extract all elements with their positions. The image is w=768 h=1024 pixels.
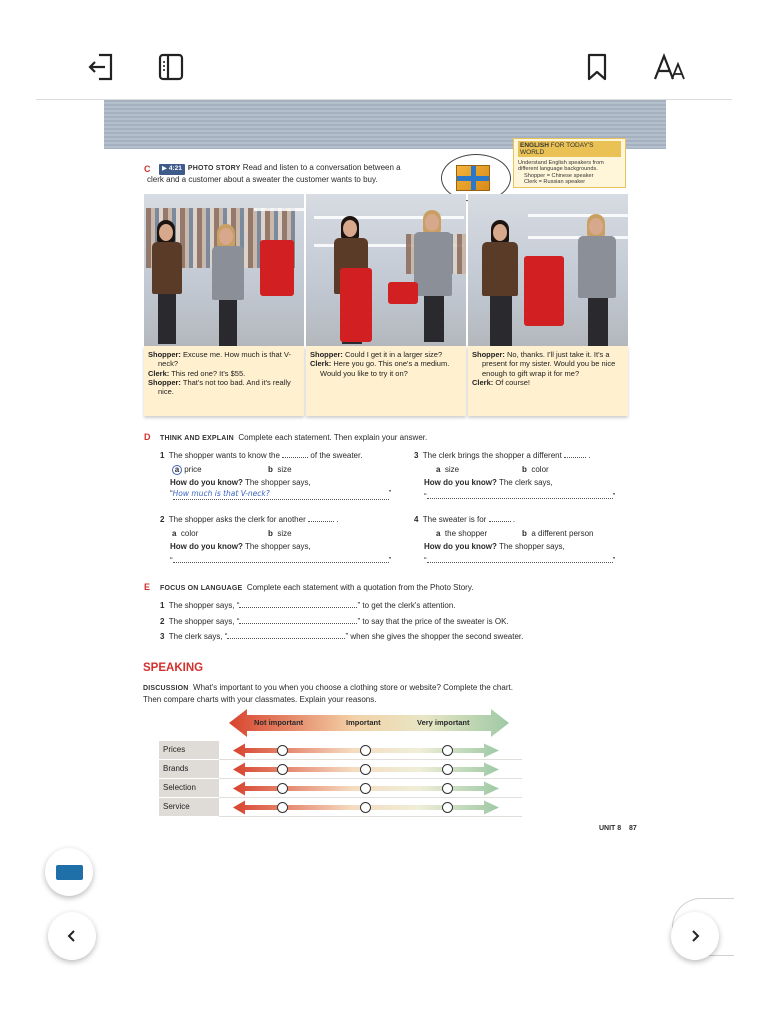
- photo-story-image-2: [306, 194, 466, 346]
- notes-tab-button[interactable]: [45, 848, 93, 896]
- rating-not-important-prices[interactable]: [277, 745, 288, 756]
- exercise-d-item-4: 4 The sweater is for . a the shopper b a different person How do you know? The shopper says, “ ”: [414, 515, 634, 566]
- exercise-c-letter: C: [144, 164, 151, 174]
- scale-label-not-important: Not important: [254, 718, 304, 727]
- answer-line-1[interactable]: “How much is that V-neck? ”: [160, 489, 400, 501]
- exercise-e-instruction: FOCUS ON LANGUAGE Complete each statement with a quotation from the Photo Story.: [160, 583, 474, 592]
- speaking-heading: SPEAKING: [143, 662, 204, 674]
- rating-not-important-brands[interactable]: [277, 764, 288, 775]
- answer-line-2[interactable]: “ ”: [170, 555, 392, 565]
- exercise-e-item-1[interactable]: 1 The shopper says, “ ” to get the clerk's attention.: [160, 601, 456, 610]
- efw-text: Understand English speakers from different language backgrounds. Shopper = Chinese speaker Clerk = Russian speaker: [518, 160, 604, 185]
- chart-row-service: [219, 798, 522, 817]
- importance-rating-chart: [159, 708, 527, 820]
- rating-important-prices[interactable]: [360, 745, 371, 756]
- answer-line-4[interactable]: “ ”: [424, 555, 616, 565]
- rating-very-important-prices[interactable]: [442, 745, 453, 756]
- rating-very-important-service[interactable]: [442, 802, 453, 813]
- caption-1: Shopper: Excuse me. How much is that V-neck? Clerk: This red one? It's $55. Shopper: That's not too bad. And it's really nice.: [144, 346, 304, 416]
- rating-very-important-selection[interactable]: [442, 783, 453, 794]
- audio-track-button[interactable]: ▶ 4:21: [159, 164, 185, 175]
- photo-story-image-3: [468, 194, 628, 346]
- chart-row-selection: [219, 779, 522, 798]
- english-for-todays-world-box: [513, 138, 626, 188]
- rating-very-important-brands[interactable]: [442, 764, 453, 775]
- speaking-instruction: DISCUSSION What's important to you when you choose a clothing store or website? Complete the chart. Then compare charts with your classmates. Explain your reasons.: [143, 683, 513, 704]
- row-label-selection: Selection: [159, 779, 219, 798]
- exercise-d-letter: D: [144, 432, 151, 442]
- exit-icon[interactable]: [84, 50, 118, 84]
- row-label-service: Service: [159, 798, 219, 817]
- scale-label-very-important: Very important: [417, 718, 470, 727]
- rating-not-important-service[interactable]: [277, 802, 288, 813]
- rating-important-service[interactable]: [360, 802, 371, 813]
- chart-row-labels: [159, 741, 219, 817]
- photo-story-captions: [144, 346, 628, 416]
- exercise-d-item-3: 3 The clerk brings the shopper a different . a size b color How do you know? The clerk says, “ ”: [414, 451, 634, 502]
- bookmark-icon[interactable]: [580, 50, 614, 84]
- exercise-e-item-2[interactable]: 2 The shopper says, “ ” to say that the price of the sweater is OK.: [160, 616, 509, 626]
- sidebar-icon[interactable]: [154, 50, 188, 84]
- photo-story-images: [144, 194, 628, 346]
- photo-story-image-1: [144, 194, 304, 346]
- chevron-left-icon: [64, 928, 80, 944]
- page-footer: UNIT 8 87: [599, 825, 637, 832]
- rating-not-important-selection[interactable]: [277, 783, 288, 794]
- rating-important-brands[interactable]: [360, 764, 371, 775]
- chart-row-brands: [219, 760, 522, 779]
- efw-heading: ENGLISH FOR TODAY'S WORLD: [518, 141, 621, 157]
- exercise-c-instruction: ▶ 4:21 PHOTO STORY Read and listen to a conversation between a clerk and a customer about a sweater the customer wants to buy.: [147, 163, 401, 184]
- book-page: [104, 100, 666, 840]
- caption-2: Shopper: Could I get it in a larger size? Clerk: Here you go. This one's a medium. Would you like to try it on?: [306, 346, 466, 416]
- previous-page-button[interactable]: [48, 912, 96, 960]
- exercise-d-item-2: 2 The shopper asks the clerk for another . a color b size How do you know? The shopper says, “ ”: [160, 515, 400, 566]
- scale-label-important: Important: [346, 718, 381, 727]
- gift-box-icon: [456, 165, 490, 191]
- row-label-prices: Prices: [159, 741, 219, 760]
- exercise-e-item-3[interactable]: 3 The clerk says, “ ” when she gives the shopper the second sweater.: [160, 632, 524, 641]
- answer-line-3[interactable]: “ ”: [424, 491, 616, 501]
- exercise-e-letter: E: [144, 582, 151, 592]
- exercise-e-items: [160, 601, 620, 643]
- rating-important-selection[interactable]: [360, 783, 371, 794]
- chart-row-prices: [219, 741, 522, 760]
- chevron-right-icon: [687, 928, 703, 944]
- exercise-d-item-1: 1 The shopper wants to know the of the sweater. a price b size How do you know? The shopper says, “How much is that V-neck? ”: [160, 451, 400, 500]
- note-tab-icon: [56, 865, 83, 880]
- row-label-brands: Brands: [159, 760, 219, 779]
- exercise-d-instruction: THINK AND EXPLAIN Complete each statement. Then explain your answer.: [160, 433, 428, 442]
- reader-toolbar: [0, 0, 768, 100]
- caption-3: Shopper: No, thanks. I'll just take it. It's a present for my sister. Would you be nice enough to gift wrap it for me? Clerk: Of course!: [468, 346, 628, 416]
- text-size-icon[interactable]: [650, 50, 690, 84]
- next-page-button[interactable]: [671, 912, 719, 960]
